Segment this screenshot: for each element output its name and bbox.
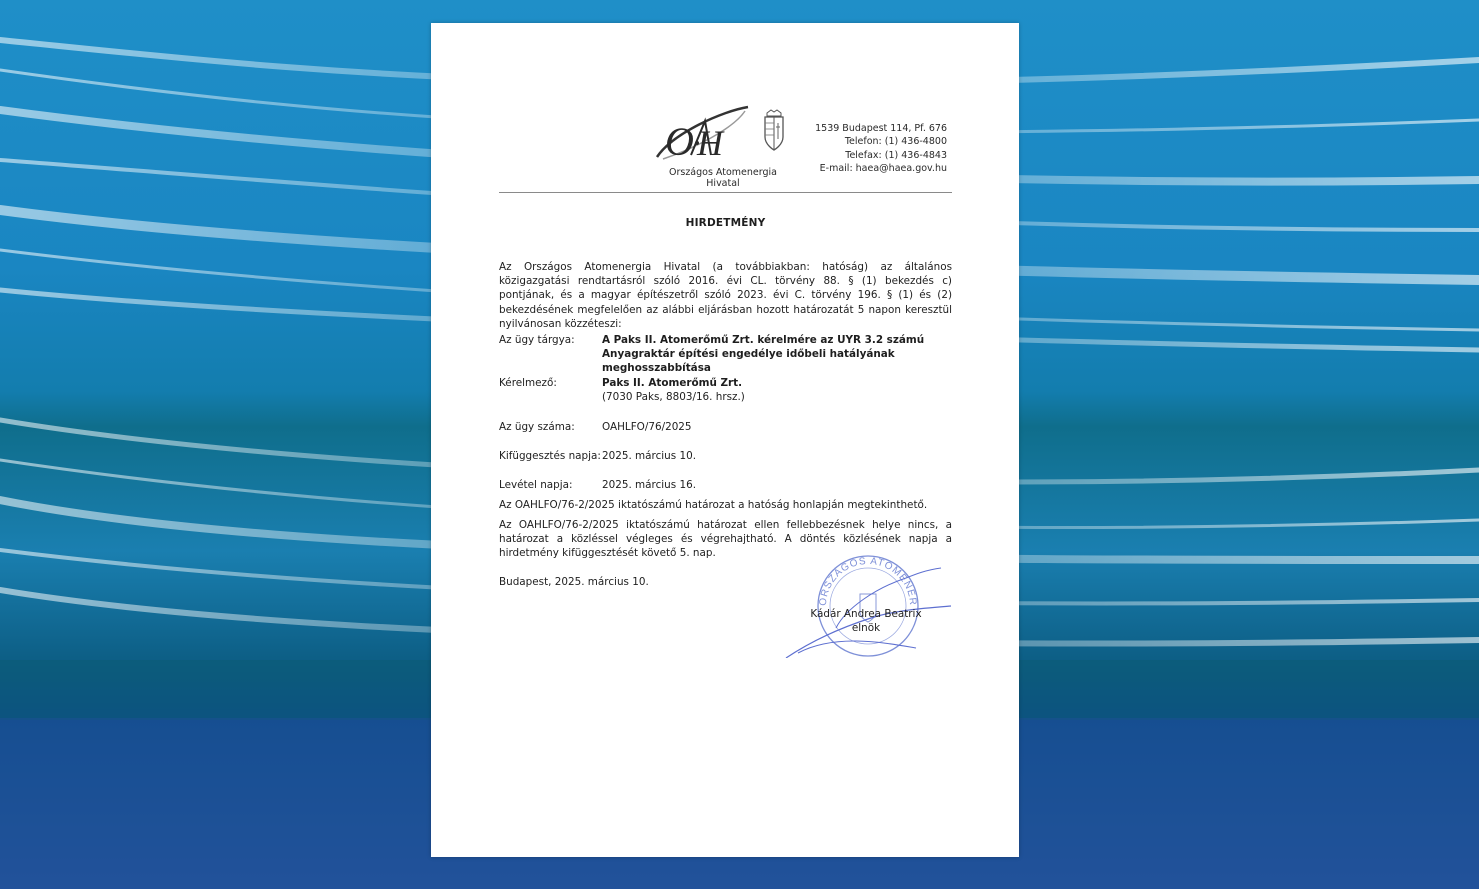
document-title: HIRDETMÉNY bbox=[685, 217, 766, 229]
applicant-address: (7030 Paks, 8803/16. hrsz.) bbox=[602, 391, 745, 404]
phone-line: Telefon: (1) 436-4800 bbox=[844, 136, 947, 148]
official-stamp bbox=[776, 548, 956, 658]
intro-paragraph: Az Országos Atomenergia Hivatal (a továbbiakban: hatóság) az általános közigazgatási rendtartásról szóló 2016. évi CL. törvény 88. § (1) bekezdés c) pontjának, és a magyar építészetről szóló 2023. évi C. törvény 196. § (1) és (2) bekezdésének megfelelően az alábbi eljárásban hozott határozatát 5 napon keresztül nyilvánosan közzéteszi: bbox=[499, 261, 952, 330]
removed-value: 2025. március 16. bbox=[602, 479, 697, 491]
email-line: E-mail: haea@haea.gov.hu bbox=[819, 162, 947, 174]
applicant-name: Paks II. Atomerőmű Zrt. bbox=[602, 377, 743, 389]
place-and-date: Budapest, 2025. március 10. bbox=[499, 576, 649, 588]
svg-text:O: O bbox=[665, 119, 694, 164]
signature-block bbox=[801, 607, 931, 635]
svg-text:H: H bbox=[697, 123, 723, 163]
logo-caption: Országos Atomenergia Hivatal bbox=[668, 167, 778, 189]
svg-text:ORSZÁGOS ATOMENERGIA HIVATAL bbox=[776, 548, 918, 606]
applicant-label: Kérelmező: bbox=[499, 377, 557, 389]
case-value: OAHLFO/76/2025 bbox=[602, 421, 692, 433]
posted-value: 2025. március 10. bbox=[602, 450, 697, 462]
fax-line: Telefax: (1) 436-4843 bbox=[845, 149, 947, 161]
signer-name: Kádár Andrea Beatrix bbox=[810, 608, 922, 620]
subject-label: Az ügy tárgya: bbox=[499, 334, 575, 346]
subject-value: A Paks II. Atomerőmű Zrt. kérelmére az UYR 3.2 számú Anyagraktár építési engedélye időbeli hatályának meghosszabbítása bbox=[602, 334, 925, 375]
header-divider bbox=[499, 192, 952, 193]
availability-paragraph: Az OAHLFO/76-2/2025 iktatószámú határozat a hatóság honlapján megtekinthető. bbox=[499, 499, 928, 511]
case-label: Az ügy száma: bbox=[499, 421, 575, 433]
removed-label: Levétel napja: bbox=[499, 479, 573, 491]
posted-label: Kifüggesztés napja: bbox=[499, 450, 601, 462]
notice-document bbox=[431, 23, 1019, 857]
signer-title: elnök bbox=[851, 622, 881, 635]
stamp-text: ORSZÁGOS ATOMENER bbox=[817, 555, 919, 607]
hungarian-coat-of-arms-icon bbox=[761, 109, 787, 153]
contact-address bbox=[815, 122, 947, 175]
official-stamp-icon bbox=[776, 548, 956, 658]
appeal-paragraph: Az OAHLFO/76-2/2025 iktatószámú határozat ellen fellebbezésnek helye nincs, a határozat a közléssel végleges és végrehajtható. A döntés közlésének napja a hirdetmény kifüggesztését követő 5. nap. bbox=[499, 519, 952, 560]
address-line: 1539 Budapest 114, Pf. 676 bbox=[815, 123, 947, 134]
